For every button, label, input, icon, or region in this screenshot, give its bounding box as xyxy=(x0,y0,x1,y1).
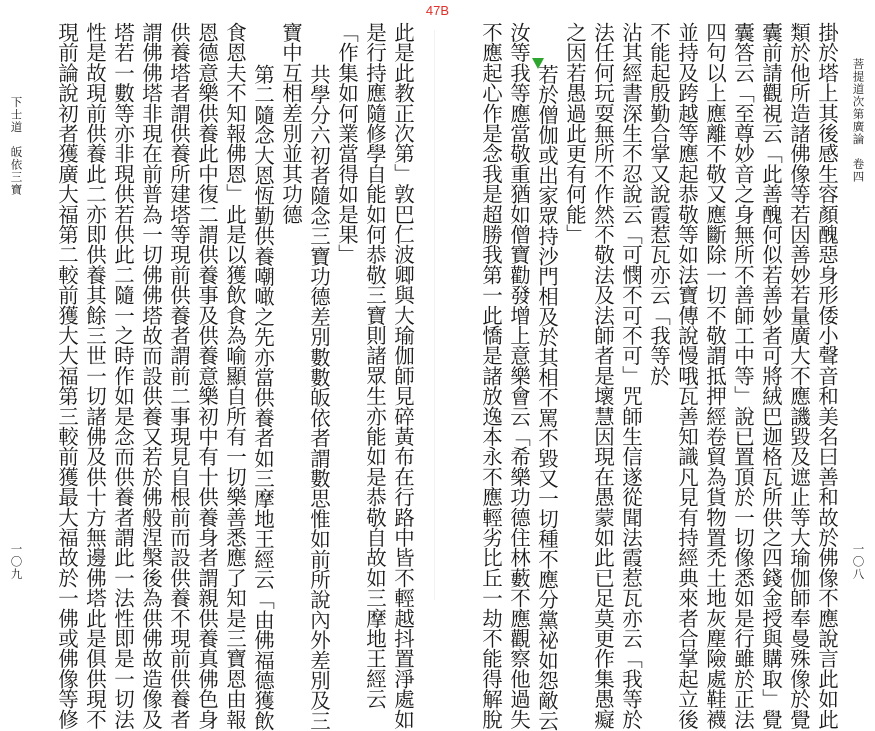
right-page-column-2: 類於他所造諸佛像等若因善妙若量廣大不應譏毀及遮止等大瑜伽師奉曼殊像於覺 xyxy=(786,22,811,730)
left-page-column-12: 性是故現前供養此二亦即供養其餘三世一切諸佛及供十方無邊佛塔此是俱供現不 xyxy=(82,22,107,730)
left-page-number: 一〇九 xyxy=(9,543,24,581)
left-page-column-3: 「作集如何業當得如是果」 xyxy=(334,22,359,265)
right-page-running-title: 菩提道次第廣論 卷四 xyxy=(851,58,866,183)
left-page-column-13: 現前論說初者獲廣大福第二較前獲大大福第三較前獲最大福故於一佛或佛像等修 xyxy=(54,22,79,730)
right-page-column-7: 不能起殷勤合掌又說霞惹瓦亦云「我等於 xyxy=(646,22,671,386)
scan-page-label: 47B xyxy=(425,3,450,18)
left-page-column-6: 第二隨念大恩恆勤供養嘲噉之先亦當供養者如三摩地王經云「由佛福德獲飲 xyxy=(250,64,275,731)
right-page-number: 一〇八 xyxy=(851,543,866,581)
bookmark-triangle-icon xyxy=(532,58,544,69)
right-page-column-5: 四句以上應離不敬又應斷除一切不敬謂抵押經卷貿為貨物置禿土地灰塵險處鞋襪 xyxy=(702,22,727,730)
right-page-column-13: 不應起心作是念我是超勝我第一此憍是諸放逸本永不應輕劣比丘一劫不能得解脫 xyxy=(478,22,503,730)
right-page-column-1: 掛於塔上其後感生容顏醜惡身形倭小聲音和美名曰善和故於佛像不應說言此如此 xyxy=(814,22,839,730)
right-page-column-10: 之因若愚過此更有何能」 xyxy=(562,22,587,245)
left-page-column-5: 寶中互相差別並其功德 xyxy=(278,22,303,225)
left-page-column-2: 是行持應隨修學自能如何恭敬三寶則諸眾生亦能如是恭敬自故如三摩地王經云 xyxy=(362,22,387,709)
left-page-column-10: 謂佛佛塔非現在前普為一切佛佛塔故而設供養又若於佛般涅槃後為供佛故造像及 xyxy=(138,22,163,730)
page-gutter xyxy=(434,30,435,600)
left-page-column-9: 供養塔者謂供養所建塔等現前供養者謂前二事現見自根前而設供養不現前供養者 xyxy=(166,22,191,730)
left-page-column-11: 塔若一數等亦非現供若供此二隨一之時作如是念而供養者謂此一法性即是一切法 xyxy=(110,22,135,730)
right-page-column-11: 若於僧伽或出家眾持沙門相及於其相不罵不毀又一切種不應分黨祕如怨敵云 xyxy=(534,64,559,731)
left-page-running-title: 下士道 皈依三寶 xyxy=(9,96,24,196)
right-page-column-4: 囊答云「至尊妙音之身無所不善師工中等」說已置頂於一切像悉如是行雖於正法 xyxy=(730,22,755,730)
right-page-column-12: 汝等我等應當敬重猶如僧寶勸發增上意樂會云「希樂功德住林藪不應觀察他過失 xyxy=(506,22,531,730)
left-page-column-1: 此是此教正次第」敦巴仁波卿與大瑜伽師見碎黃布在行路中皆不輕越抖置淨處如 xyxy=(390,22,415,730)
right-page-column-6: 並持及跨越等應起恭敬等如法寶傳說慢哦瓦善知識凡見有持經典來者合掌起立後 xyxy=(674,22,699,730)
left-page-column-7: 食恩夫不知報佛恩」此是以獲飲食為喻顯自所有一切樂善悉應了知是三寶恩由報 xyxy=(222,22,247,730)
right-page-column-3: 囊前請觀視云「此善醜何似若善妙者可將絨巴迦格瓦所供之四錢金授與購取」覺 xyxy=(758,22,783,730)
left-page-column-8: 恩德意樂供養此中復二謂供養事及供養意樂初中有十供養身者謂親供養真佛色身 xyxy=(194,22,219,730)
right-page-column-8: 沾其經書深生不忍說云「可憫不可不可」咒師生信遂從聞法霞惹瓦亦云「我等於 xyxy=(618,22,643,730)
right-page-column-9: 法任何玩耍無所不作然不敬法及法師者是壞慧因現在愚蒙如此已足莫更作集愚癡 xyxy=(590,22,615,730)
left-page-column-4: 共學分六初者隨念三寶功德差別數數皈依者謂數思惟如前所說內外差別及三 xyxy=(306,64,331,731)
